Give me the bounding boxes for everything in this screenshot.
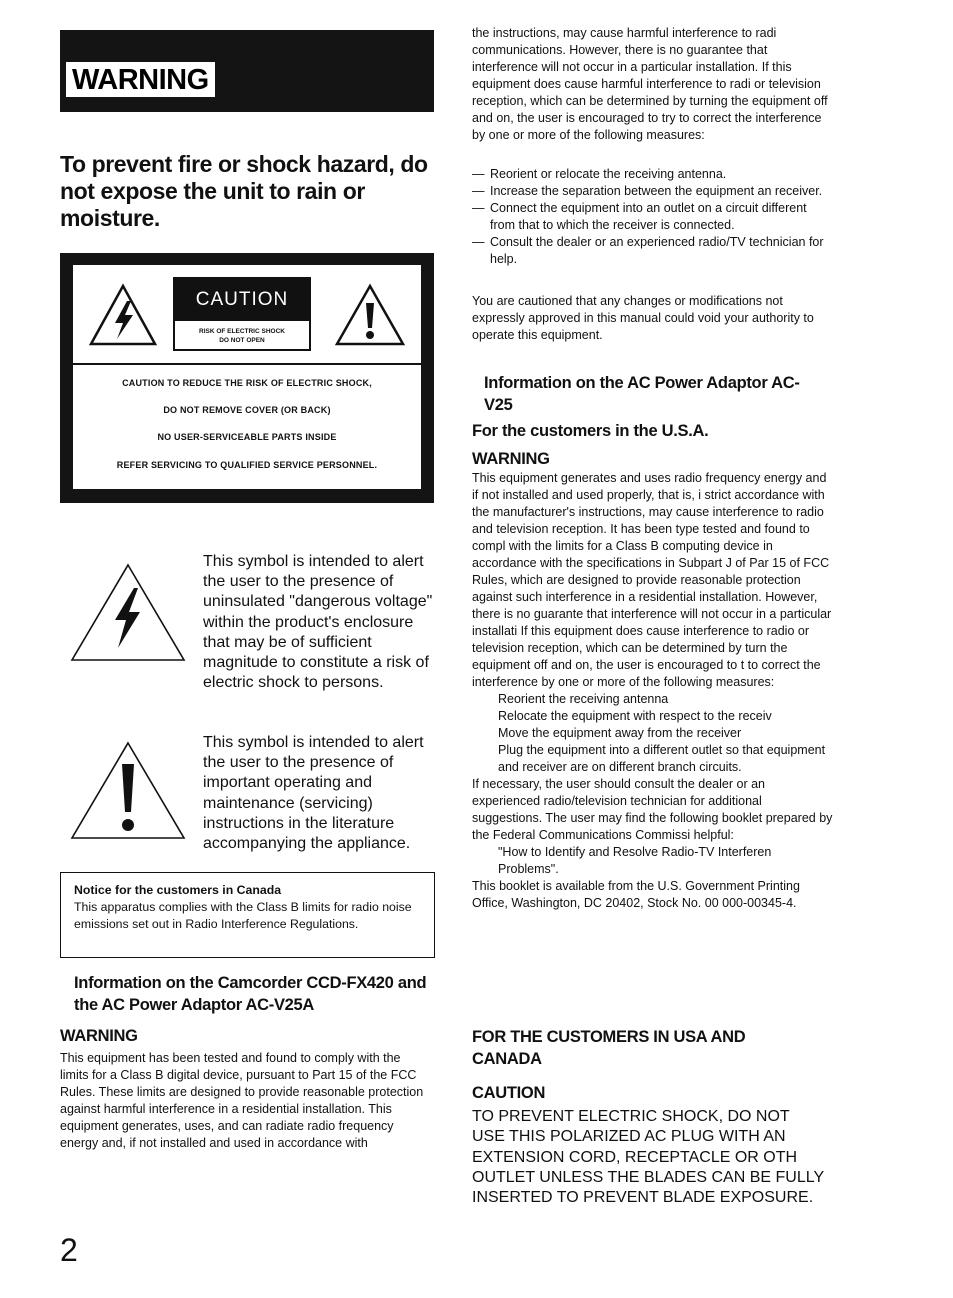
- caution-text-panel: [73, 365, 421, 489]
- usa-customers-heading: For the customers in the U.S.A.: [472, 422, 709, 440]
- caution-badge-line-2: DO NOT OPEN: [219, 337, 265, 344]
- ac-adaptor-heading: Information on the AC Power Adaptor AC-V25: [484, 374, 800, 414]
- camcorder-warning-heading: WARNING: [60, 1027, 138, 1045]
- warning-banner-label: WARNING: [66, 62, 215, 97]
- list-item: Relocate the equipment with respect to the receiv: [498, 709, 772, 723]
- list-item: Reorient the receiving antenna: [498, 692, 669, 706]
- usa-canada-heading: FOR THE CUSTOMERS IN USA AND CANADA: [472, 1028, 746, 1068]
- warning-banner: [60, 30, 434, 112]
- caution-badge-title: CAUTION: [175, 279, 309, 321]
- caution-line: CAUTION TO REDUCE THE RISK OF ELECTRIC SHOCK,: [122, 378, 372, 388]
- ac-adaptor-warning-body: [472, 470, 834, 912]
- canada-notice-box: [60, 872, 435, 958]
- canada-notice-body: This apparatus complies with the Class B limits for radio noise emissions set out in Radio Interference Regulations.: [74, 900, 412, 931]
- booklet-title: "How to Identify and Resolve Radio-TV Interferen Problems".: [498, 845, 772, 876]
- list-item: — Increase the separation between the equipment an receiver.: [472, 184, 823, 198]
- modification-caution-note: You are cautioned that any changes or modifications not expressly approved in this manual could void your authority to operate this equipment.: [472, 294, 814, 342]
- caution-badge-subtitle: [175, 321, 309, 345]
- lightning-triangle-icon: [89, 283, 157, 347]
- ac-adaptor-warning-heading: WARNING: [472, 450, 550, 468]
- page-headline: To prevent fire or shock hazard, do not expose the unit to rain or moisture.: [60, 151, 428, 231]
- list-item: Move the equipment away from the receiver: [498, 726, 742, 740]
- list-item: Plug the equipment into a different outlet so that equipment and receiver are on different branch circuits.: [498, 743, 826, 774]
- list-item: — Reorient or relocate the receiving antenna.: [472, 167, 727, 181]
- caution-badge: [173, 277, 311, 351]
- caution-symbols-panel: [73, 265, 421, 363]
- caution-line: NO USER-SERVICEABLE PARTS INSIDE: [157, 432, 337, 442]
- lightning-symbol-description: This symbol is intended to alert the user to the presence of uninsulated "dangerous voltage" within the product's enclosure that may be of sufficient magnitude to constitute a risk of electric shock to persons.: [203, 553, 433, 692]
- ac-adaptor-warning-text: This equipment generates and uses radio frequency energy and if not installed and used properly, that is, i strict accordance with the manufacturer's instructions, may cause interference to radio and television reception. It has been type tested and found to compl with the limits for a Class B computing device in accordance with the specifications in Subpart J of Par 15 of FCC Rules, which are designed to provide reasonable protection against such interference in a residential installation. However, there is no guarante that interference will not occur in a particular installati If this equipment does cause interference to radio or television reception, which can be determined by turn the equipment off and on, the user is encouraged to t to correct the interference by one or more of the following measures:: [472, 471, 832, 689]
- page-number: 2: [60, 1232, 78, 1268]
- list-item: — Connect the equipment into an outlet on a circuit different from that to which the receiver is connected.: [472, 201, 807, 232]
- consult-dealer-text: If necessary, the user should consult the dealer or an experienced radio/television technician for additional suggestions. The user may find the following booklet prepared by the Federal Communications Commissi helpful:: [472, 777, 833, 842]
- camcorder-section-heading: Information on the Camcorder CCD-FX420 and the AC Power Adaptor AC-V25A: [74, 974, 427, 1014]
- lightning-symbol-icon: [68, 562, 188, 664]
- canada-notice-title: Notice for the customers in Canada: [74, 883, 282, 897]
- exclamation-symbol-icon: [68, 740, 188, 842]
- list-item: — Consult the dealer or an experienced radio/TV technician for help.: [472, 235, 824, 266]
- caution-label-box: [60, 253, 434, 503]
- fcc-continued-text: the instructions, may cause harmful interference to radi communications. However, there is no guarantee that interference will not occur in a particular installation. If this equipment does cause harmful interference to radi or television reception, which can be determined by turning the equipment off and on, the user is encouraged to try to correct the interference by one or more of the following measures:: [472, 26, 828, 142]
- caution-line: DO NOT REMOVE COVER (OR BACK): [163, 405, 331, 415]
- caution-badge-line-1: RISK OF ELECTRIC SHOCK: [199, 328, 285, 335]
- camcorder-warning-body: This equipment has been tested and found to comply with the limits for a Class B digital device, pursuant to Part 15 of the FCC Rules. These limits are designed to provide reasonable protection against harmful interference in a residential installation. This equipment generates, uses, and can radiate radio frequency energy and, if not installed and used in accordance with: [60, 1051, 424, 1150]
- usa-canada-caution-heading: CAUTION: [472, 1084, 546, 1102]
- caution-line: REFER SERVICING TO QUALIFIED SERVICE PERSONNEL.: [116, 460, 378, 470]
- exclamation-symbol-description: This symbol is intended to alert the user to the presence of important operating and maintenance (servicing) instructions in the literature accompanying the appliance.: [203, 734, 424, 853]
- booklet-source: This booklet is available from the U.S. Government Printing Office, Washington, DC 20402, Stock No. 00 000-00345-4.: [472, 879, 800, 910]
- polarized-plug-caution: TO PREVENT ELECTRIC SHOCK, DO NOT USE THIS POLARIZED AC PLUG WITH AN EXTENSION CORD, RECEPTACLE OR OTH OUTLET UNLESS THE BLADES CAN BE FULLY INSERTED TO PREVENT BLADE EXPOSURE.: [472, 1108, 824, 1207]
- fcc-measures-list: [472, 166, 834, 268]
- exclamation-triangle-icon: [335, 283, 405, 347]
